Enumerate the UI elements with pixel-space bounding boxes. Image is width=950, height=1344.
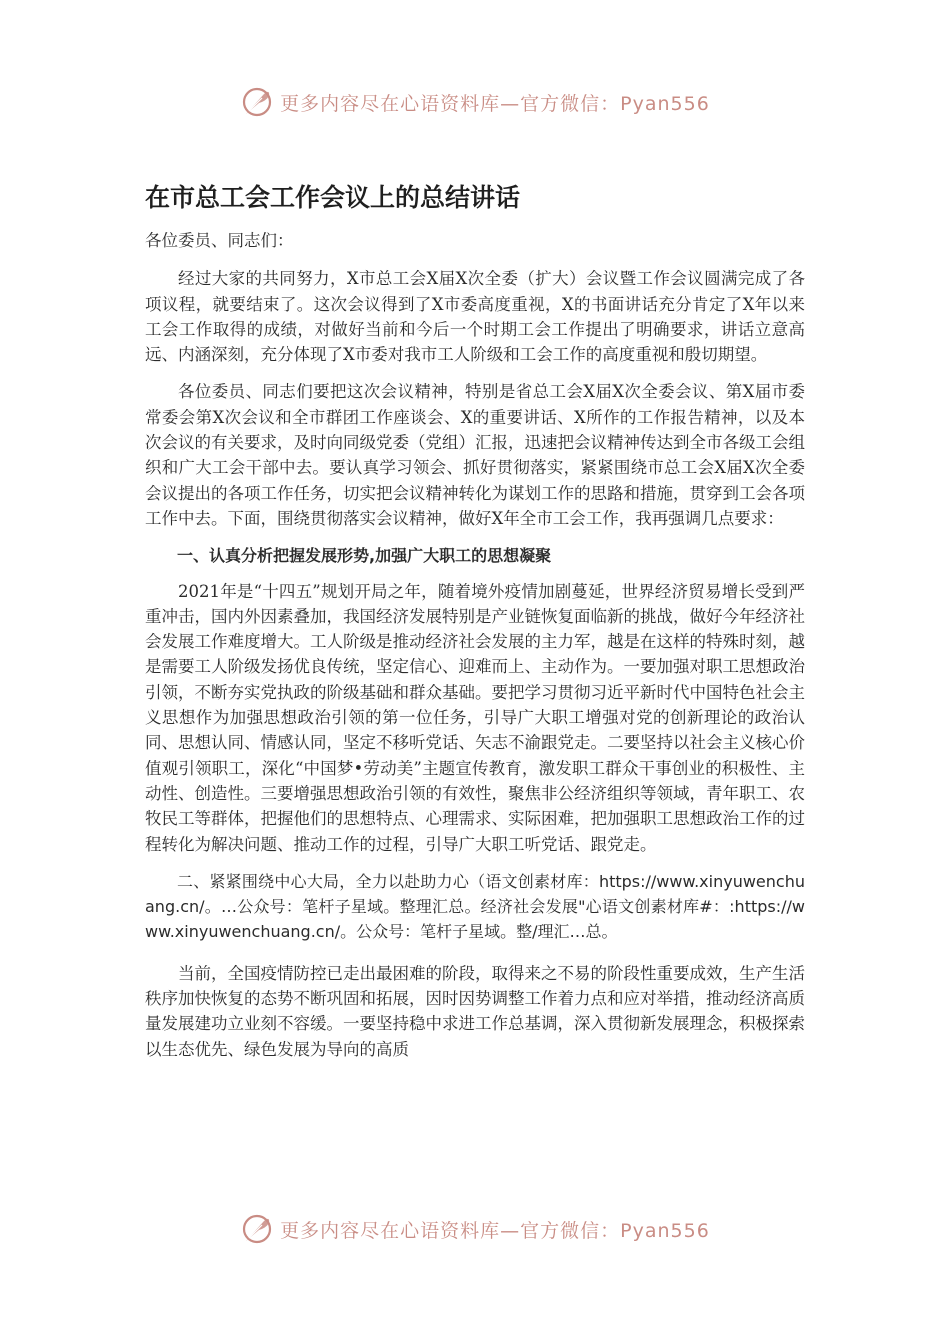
quill-logo-icon	[240, 1212, 274, 1246]
banner-text: 更多内容尽在心语资料库—官方微信：Pyan556	[280, 1219, 710, 1242]
paragraph: 2021年是“十四五”规划开局之年，随着境外疫情加剧蔓延，世界经济贸易增长受到严重冲击，国内外因素叠加，我国经济发展特别是产业链恢复面临新的挑战，做好今年经济社会发展工作难度增大。工人阶级是推动经济社会发展的主力军，越是在这样的特殊时刻，越是需要工人阶级发扬优良传统，坚定信心、迎难而上、主动作为。一要加强对职工思想政治引领，不断夯实党执政的阶级基础和群众基础。要把学习贯彻习近平新时代中国特色社会主义思想作为加强思想政治引领的第一位任务，引导广大职工增强对党的创新理论的政治认同、思想认同、情感认同，坚定不移听党话、矢志不渝跟党走。二要坚持以社会主义核心价值观引领职工，深化“中国梦•劳动美”主题宣传教育，激发职工群众干事创业的积极性、主动性、创造性。三要增强思想政治引领的有效性，聚焦非公经济组织等领域，青年职工、农牧民工等群体，把握他们的思想特点、心理需求、实际困难，把加强职工思想政治工作的过程转化为解决问题、推动工作的过程，引导广大职工听党话、跟党走。	[145, 581, 805, 854]
section-heading: 一、认真分析把握发展形势,加强广大职工的思想凝聚	[177, 546, 552, 566]
banner-text: 更多内容尽在心语资料库—官方微信：Pyan556	[280, 92, 710, 115]
document-title: 在市总工会工作会议上的总结讲话	[145, 183, 521, 212]
salutation: 各位委员、同志们：	[145, 231, 294, 250]
footer-watermark-banner	[0, 1209, 950, 1249]
quill-logo-icon	[240, 85, 274, 119]
section-heading: 二、紧紧围绕中心大局，全力以赴助力心（语文创素材库：https://www.xinyuwenchuang.cn/。…公众号：笔杆子星域。整理汇总。经济社会发展"心语文创素材库#：:https://www.xinyuwenchuang.cn/。公众号：笔杆子星域。整/理汇…总。	[145, 871, 805, 942]
document-body	[145, 228, 805, 1074]
paragraph: 当前，全国疫情防控已走出最困难的阶段，取得来之不易的阶段性重要成效，生产生活秩序加快恢复的态势不断巩固和拓展，因时因势调整工作着力点和应对举措，推动经济高质量发展建功立业刻不容缓。一要坚持稳中求进工作总基调，深入贯彻新发展理念，积极探索以生态优先、绿色发展为导向的高质	[145, 963, 805, 1059]
paragraph: 经过大家的共同努力，X市总工会X届X次全委（扩大）会议暨工作会议圆满完成了各项议程，就要结束了。这次会议得到了X市委高度重视，X的书面讲话充分肯定了X年以来工会工作取得的成绩，对做好当前和今后一个时期工会工作提出了明确要求，讲话立意高远、内涵深刻，充分体现了X市委对我市工人阶级和工会工作的高度重视和殷切期望。	[145, 269, 805, 365]
header-watermark-banner	[0, 82, 950, 122]
paragraph: 各位委员、同志们要把这次会议精神，特别是省总工会X届X次全委会议、第X届市委常委会第X次会议和全市群团工作座谈会、X的重要讲话、X所作的工作报告精神，以及本次会议的有关要求，及时向同级党委（党组）汇报，迅速把会议精神传达到全市各级工会组织和广大工会干部中去。要认真学习领会、抓好贯彻落实，紧紧围绕市总工会X届X次全委会议提出的各项工作任务，切实把会议精神转化为谋划工作的思路和措施，贯穿到工会各项工作中去。下面，围绕贯彻落实会议精神，做好X年全市工会工作，我再强调几点要求：	[145, 382, 805, 528]
